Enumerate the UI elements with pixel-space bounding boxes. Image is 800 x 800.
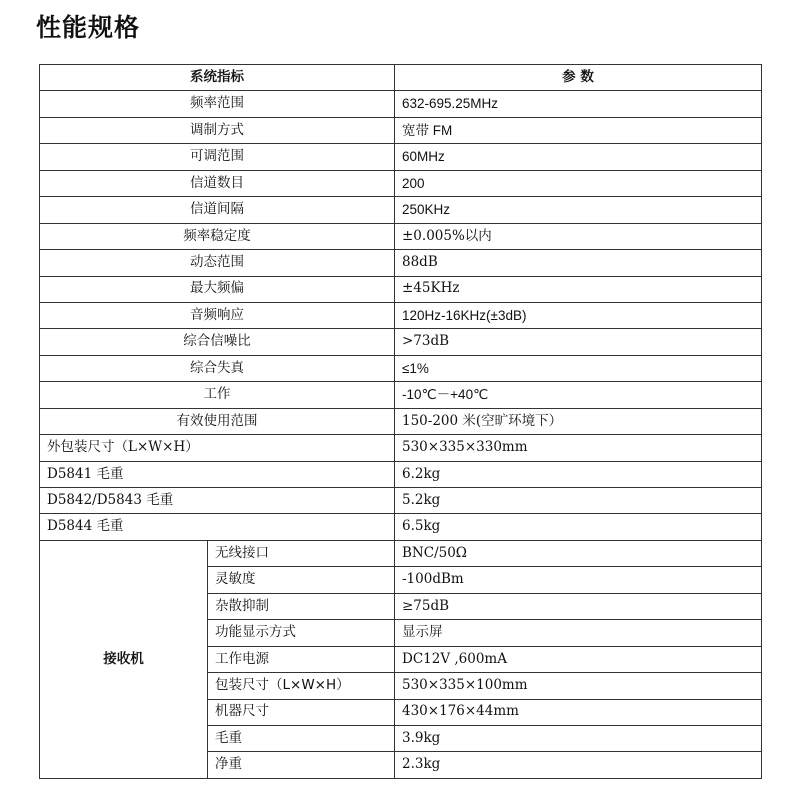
row-value: 88dB [395, 250, 762, 276]
row-label: 综合失真 [40, 355, 395, 381]
row-label: 净重 [208, 752, 395, 778]
table-row [40, 461, 762, 487]
row-value: 530×335×330mm [395, 435, 762, 461]
row-label: 音频响应 [40, 302, 395, 328]
table-row [40, 276, 762, 302]
row-value: 632-695.25MHz [395, 91, 762, 117]
row-label: 机器尺寸 [208, 699, 395, 725]
row-value: -10℃－+40℃ [395, 382, 762, 408]
table-row [40, 488, 762, 514]
row-value: ±0.005%以内 [395, 223, 762, 249]
row-value: 120Hz-16KHz(±3dB) [395, 302, 762, 328]
row-label: 无线接口 [208, 540, 395, 566]
table-row [40, 329, 762, 355]
table-row [40, 540, 762, 566]
row-label: 综合信噪比 [40, 329, 395, 355]
row-label: 频率稳定度 [40, 223, 395, 249]
table-row [40, 117, 762, 143]
row-label: 包装尺寸（L×W×H） [208, 673, 395, 699]
row-label: 信道间隔 [40, 197, 395, 223]
row-value: 2.3kg [395, 752, 762, 778]
row-value: 60MHz [395, 144, 762, 170]
row-value: ±45KHz [395, 276, 762, 302]
row-value: >73dB [395, 329, 762, 355]
row-value: 6.5kg [395, 514, 762, 540]
row-label: 工作 [40, 382, 395, 408]
row-label: D5842/D5843 毛重 [40, 488, 395, 514]
row-label: 功能显示方式 [208, 620, 395, 646]
row-value: DC12V ,600mA [395, 646, 762, 672]
row-value: 200 [395, 170, 762, 196]
table-row [40, 91, 762, 117]
page-title: 性能规格 [36, 13, 141, 42]
table-row [40, 514, 762, 540]
row-label: 频率范围 [40, 91, 395, 117]
header-param: 参 数 [395, 65, 762, 91]
row-value: 530×335×100mm [395, 673, 762, 699]
row-label: 外包装尺寸（L×W×H） [40, 435, 395, 461]
row-label: 毛重 [208, 725, 395, 751]
row-label: 杂散抑制 [208, 593, 395, 619]
table-row [40, 435, 762, 461]
row-value: ≤1% [395, 355, 762, 381]
header-indicator: 系统指标 [40, 65, 395, 91]
row-value: 3.9kg [395, 725, 762, 751]
table-row [40, 382, 762, 408]
table-row [40, 223, 762, 249]
row-value: 宽带 FM [395, 117, 762, 143]
row-label: D5841 毛重 [40, 461, 395, 487]
table-row [40, 408, 762, 434]
row-label: 最大频偏 [40, 276, 395, 302]
row-value: ≥75dB [395, 593, 762, 619]
row-value: 显示屏 [395, 620, 762, 646]
row-value: 5.2kg [395, 488, 762, 514]
table-row [40, 170, 762, 196]
table-row [40, 197, 762, 223]
table-row [40, 144, 762, 170]
row-value: -100dBm [395, 567, 762, 593]
table-row [40, 355, 762, 381]
row-value: 430×176×44mm [395, 699, 762, 725]
table-row [40, 250, 762, 276]
row-value: 150-200 米(空旷环境下） [395, 408, 762, 434]
receiver-group-label: 接收机 [40, 540, 208, 778]
row-value: 6.2kg [395, 461, 762, 487]
row-label: 信道数目 [40, 170, 395, 196]
row-label: 动态范围 [40, 250, 395, 276]
row-label: 工作电源 [208, 646, 395, 672]
row-label: 可调范围 [40, 144, 395, 170]
row-value: BNC/50Ω [395, 540, 762, 566]
row-label: 调制方式 [40, 117, 395, 143]
row-value: 250KHz [395, 197, 762, 223]
table-row [40, 302, 762, 328]
row-label: D5844 毛重 [40, 514, 395, 540]
table-header-row [40, 65, 762, 91]
row-label: 灵敏度 [208, 567, 395, 593]
row-label: 有效使用范围 [40, 408, 395, 434]
spec-table [39, 64, 762, 779]
